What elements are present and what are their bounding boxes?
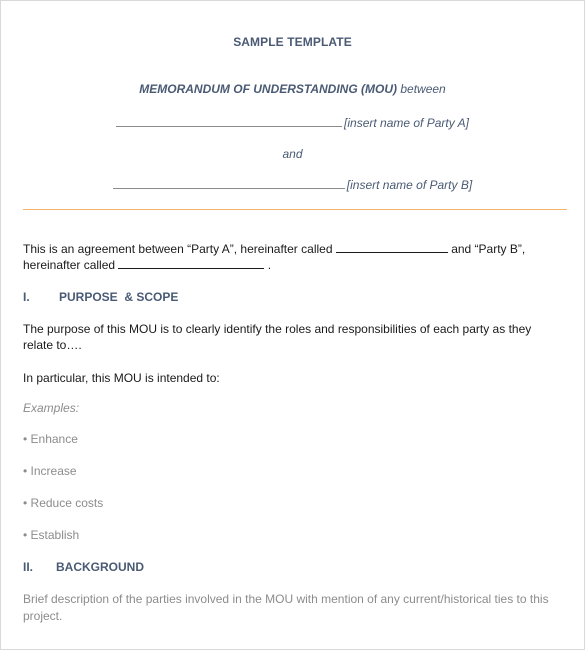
section1-heading (23, 290, 178, 304)
intro-line1-text-b: and “Party B”, (451, 242, 526, 256)
party-b-placeholder: [insert name of Party B] (346, 178, 473, 192)
party-b-line (1, 178, 584, 192)
intro-line2-end: . (267, 258, 272, 272)
example-item-reduce-costs: • Reduce costs (23, 496, 104, 510)
header-divider (23, 209, 567, 210)
examples-label: Examples: (23, 401, 80, 415)
section2-heading (23, 560, 144, 574)
purpose-paragraph: The purpose of this MOU is to clearly identify the roles and responsibilities of each party as they relate to…. (23, 322, 532, 352)
mou-between: between (400, 82, 446, 96)
party-a-line (1, 116, 584, 130)
section2-number: II. (23, 560, 34, 574)
intended-paragraph: In particular, this MOU is intended to: (23, 371, 220, 385)
party-a-blank (116, 116, 342, 127)
intro-line2-text: hereinafter called (23, 258, 116, 272)
party-b-blank (113, 178, 345, 189)
example-item-increase: • Increase (23, 464, 77, 478)
section1-number: I. (23, 290, 30, 304)
party-a-placeholder: [insert name of Party A] (344, 116, 469, 130)
background-description: Brief description of the parties involved in the MOU with mention of any current/historical ties to this project. (23, 592, 549, 623)
example-item-enhance: • Enhance (23, 432, 78, 446)
mou-title-line (1, 82, 584, 96)
party-a-called-blank (336, 241, 448, 253)
example-item-establish: • Establish (23, 528, 80, 542)
document-title: SAMPLE TEMPLATE (233, 35, 352, 49)
intro-line1-text: This is an agreement between “Party A”, hereinafter called (23, 242, 333, 256)
party-b-called-blank (118, 257, 264, 269)
and-text: and (282, 147, 303, 161)
section2-title: BACKGROUND (56, 560, 144, 574)
intro-paragraph (23, 241, 563, 273)
mou-title: MEMORANDUM OF UNDERSTANDING (MOU) (139, 82, 398, 96)
section1-title: PURPOSE & SCOPE (59, 290, 179, 304)
